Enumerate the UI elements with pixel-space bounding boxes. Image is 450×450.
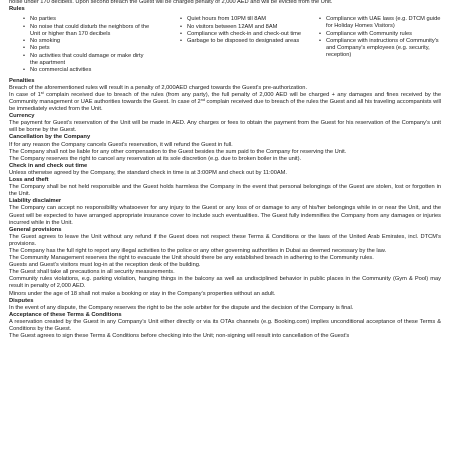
- general-heading: General provisions: [9, 226, 62, 233]
- rule-item: • Compliance with instructions of Community's and Company's employees (e.g. security, reception): [317, 38, 441, 59]
- rule-item: • Compliance with check-in and check-out time: [178, 31, 302, 38]
- rule-item: • No parties: [21, 16, 150, 23]
- checkin-heading: Check in and check out time: [9, 162, 88, 169]
- acceptance-heading: Acceptance of these Terms & Conditions: [9, 311, 122, 318]
- rule-item: • No commercial activities: [21, 67, 150, 74]
- intro-tail: noise under 170 decibels. Upon second breach the Guest will be charged penalty of 2,000 AED and will be evicted from the Unit.: [9, 0, 333, 5]
- general-text-5: The Guest shall take all precautions in all security measurements.: [9, 269, 175, 276]
- rules-list: [9, 16, 441, 75]
- cancellation-text-2: The Company shall not be liable for any other compensation to the Guest besides the sum paid to the Company for reserving the Unit.: [9, 148, 347, 155]
- rule-item: • Compliance with UAE laws (e.g. DTCM guide for Holiday Homes Visitors): [317, 16, 441, 30]
- rules-heading: Rules: [9, 6, 25, 13]
- disputes-text: In the event of any dispute, the Company reserves the right to be the sole arbiter for the dispute and the decision of the Company is final.: [9, 304, 354, 311]
- loss-text: The Company shall be not held responsible and the Guest holds harmless the Company in the event that personal belongings of the Guest are stolen, lost or forgotten in the Unit.: [9, 184, 441, 198]
- checkin-text: Unless otherwise agreed by the Company, the standard check in time is at 3:00PM and check out by 11:00AM.: [9, 169, 287, 176]
- rule-item: • No smoking: [21, 38, 150, 45]
- penalties-text-2: In case of 1st complain received due to breach of the rules (from any party), the full penalty of 2,000 AED will be charged + any damages and fines received by the Community management or UAE authorities towards the Guest. In case of 2nd complain received due to breach of the rules the Guest and all his traveling accompanists will be immediately evicted from the Unit.: [9, 90, 441, 113]
- rules-column-3: [317, 16, 441, 75]
- general-text-2: The Company has the full right to report any illegal activities to the police or any other governing authorities in Dubai as deemed necessary by the law.: [9, 247, 387, 254]
- general-text-3: The Community Management reserves the right to evacuate the Unit should there be any established breach in adhering to the Community rules.: [9, 255, 374, 262]
- rule-item: • No noise that could disturb the neighbors of the Unit or higher than 170 decibels: [21, 24, 150, 38]
- cancellation-heading: Cancellation by the Company: [9, 134, 91, 141]
- rule-item: • No pets: [21, 45, 150, 52]
- disputes-heading: Disputes: [9, 297, 34, 304]
- rule-item: • Garbage to be disposed to designated areas: [178, 38, 302, 45]
- general-text-6: Community rules violations, e.g. parking violation, hanging things in the balcony as well as undisciplined behavior in public places in the Community (Gym & Pool) may result in penalty of 2,000 AED.: [9, 276, 441, 290]
- loss-heading: Loss and theft: [9, 177, 49, 184]
- general-text-4: Guests and Guest’s visitors must log-in at the reception desk of the building.: [9, 262, 201, 269]
- currency-heading: Currency: [9, 113, 35, 120]
- penalties-heading: Penalties: [9, 77, 35, 84]
- acceptance-text-2: The Guest agrees to sign these Terms & Conditions before checking into the Unit; non-signing will result into cancellation of the Guest’s: [9, 333, 350, 340]
- acceptance-text-1: A reservation created by the Guest in any Company’s Unit either directly or via its OTAs channels (e.g. Booking.com) implies unconditional acceptance of these Terms & Conditions by the Guest.: [9, 318, 441, 332]
- rules-column-2: [178, 16, 302, 75]
- rule-item: • No visitors between 12AM and 8AM: [178, 24, 302, 31]
- penalties-text-1: Breach of the aforementioned rules will result in a penalty of 2,000AED charged towards the Guest’s pre-authorization.: [9, 84, 308, 91]
- rule-item: • No activities that could damage or make dirty the apartment: [21, 53, 150, 67]
- rule-item: • Quiet hours from 10PM till 8AM: [178, 16, 302, 23]
- general-text-7: Minors under the age of 18 shall not make a booking or stay in the Company’s properties without an adult.: [9, 290, 276, 297]
- liability-text: The Company can accept no responsibility whatsoever for any injury to the Guest or any loss of or damage to any of his/her belongings while in or near the Unit, and the Guest will be expected to have arranged appropriate insurance cover to include such eventualities. The Guest fully indemnifies the Company from any damages or injuries incurred while in the Unit.: [9, 205, 441, 226]
- general-text-1: The Guest agrees to leave the Unit without any refund if the Guest does not respect these Terms & Conditions or the laws of the United Arab Emirates, incl. DTCM’s provisions.: [9, 233, 441, 247]
- cancellation-text-1: If for any reason the Company cancels Guest’s reservation, it will refund the Guest in full.: [9, 141, 233, 148]
- rule-item: • Compliance with Community rules: [317, 31, 441, 38]
- rules-column-1: [21, 16, 150, 75]
- currency-text: The payment for Guest’s reservation of the Unit will be made in AED. Any charges or fees to obtain the payment from the Guest for his reservation of the Company’s unit will be borne by the Guest.: [9, 120, 441, 134]
- cancellation-text-3: The Company reserves the right to cancel any reservation at its sole discretion (e.g. due to broken boiler in the unit).: [9, 155, 302, 162]
- liability-heading: Liability disclaimer: [9, 198, 62, 205]
